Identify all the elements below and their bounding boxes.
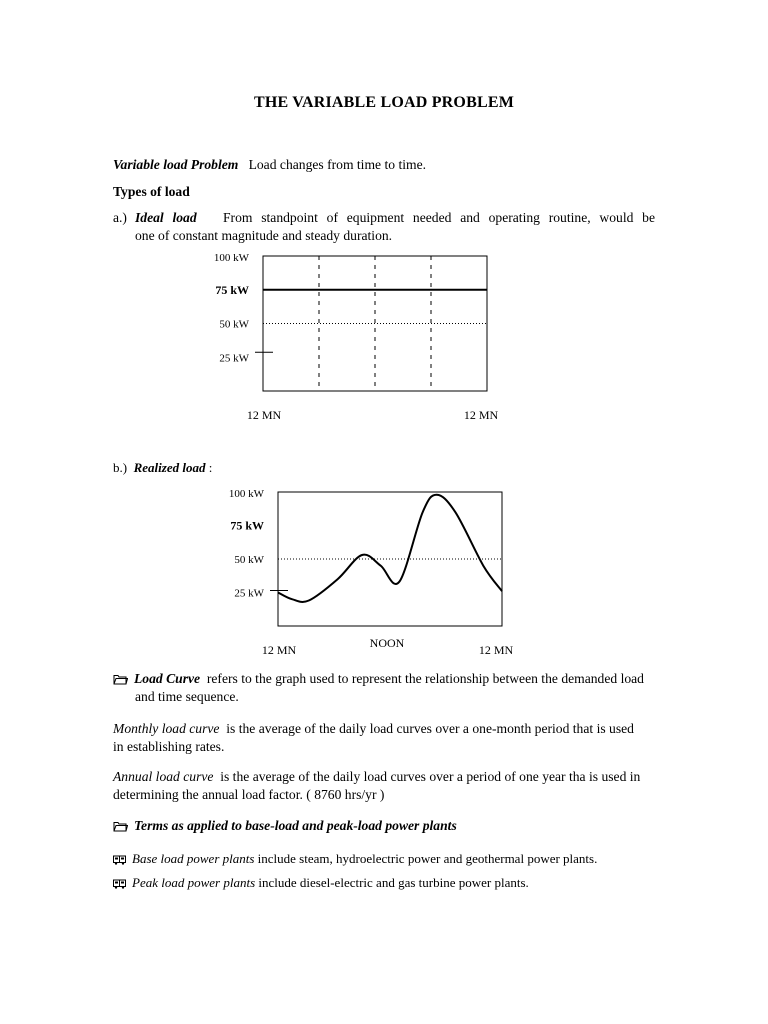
realized-load-curve — [278, 495, 502, 602]
realized-xtick-noon: NOON — [369, 636, 405, 650]
load-curve-line2: and time sequence. — [135, 689, 239, 704]
realized-suffix: : — [208, 460, 213, 475]
folder-icon — [113, 821, 128, 832]
terms-heading-text: Terms as applied to base-load and peak-load power plants — [134, 818, 457, 833]
annual-term: Annual load curve — [113, 769, 214, 784]
ideal-line2: one of constant magnitude and steady duration. — [135, 228, 393, 243]
terms-heading — [113, 817, 457, 835]
realized-ytick-50: 50 kW — [234, 554, 264, 566]
bullet-term: Peak load power plants — [132, 875, 256, 890]
types-heading: Types of load — [113, 184, 190, 199]
ideal-xtick-end: 12 MN — [463, 408, 499, 422]
list-item — [113, 874, 529, 892]
intro-text: Load changes from time to time. — [248, 157, 427, 172]
ideal-ytick-50: 50 kW — [219, 318, 249, 331]
ideal-term: Ideal load — [135, 210, 197, 225]
realized-ytick-75: 75 kW — [230, 518, 264, 533]
realized-xtick-end: 12 MN — [478, 643, 514, 657]
annual-line2: determining the annual load factor. ( 8760 hrs/yr ) — [113, 787, 385, 802]
bullet-text: include diesel-electric and gas turbine power plants. — [258, 875, 529, 890]
ideal-marker: a.) — [113, 210, 127, 225]
load-curve-line1 — [113, 670, 644, 688]
bullet-term: Base load power plants — [132, 851, 255, 866]
ideal-load-chart — [200, 248, 520, 428]
ideal-line1 — [135, 209, 655, 227]
annual-line1 — [113, 768, 640, 786]
load-curve-text: refers to the graph used to represent the relationship between the demanded load — [206, 671, 644, 686]
page-title: THE VARIABLE LOAD PROBLEM — [253, 94, 514, 111]
ideal-ytick-100: 100 kW — [213, 252, 249, 264]
realized-ytick-25: 25 kW — [234, 587, 264, 600]
realized-xtick-start: 12 MN — [261, 643, 297, 657]
realized-term: Realized load — [133, 460, 206, 475]
folder-icon — [113, 674, 128, 685]
ideal-text: From standpoint of equipment needed and operating routine, would be — [223, 210, 655, 225]
ideal-ytick-25: 25 kW — [219, 352, 249, 365]
monthly-line1 — [113, 720, 634, 738]
realized-heading — [113, 459, 212, 477]
intro-paragraph — [113, 156, 426, 174]
realized-load-chart — [215, 483, 535, 663]
monthly-term: Monthly load curve — [113, 721, 220, 736]
bullet-text: include steam, hydroelectric power and geothermal power plants. — [257, 851, 598, 866]
bus-icon — [113, 855, 126, 865]
load-curve-term: Load Curve — [134, 671, 201, 686]
intro-term: Variable load Problem — [113, 157, 239, 172]
bus-icon — [113, 879, 126, 889]
monthly-text: is the average of the daily load curves over a one-month period that is used — [226, 721, 634, 736]
monthly-line2: in establishing rates. — [113, 739, 225, 754]
realized-ytick-100: 100 kW — [228, 488, 264, 500]
ideal-xtick-start: 12 MN — [246, 408, 282, 422]
realized-marker: b.) — [113, 460, 128, 475]
ideal-ytick-75: 75 kW — [215, 282, 249, 297]
list-item — [113, 850, 597, 868]
annual-text: is the average of the daily load curves over a period of one year tha is used in — [220, 769, 641, 784]
